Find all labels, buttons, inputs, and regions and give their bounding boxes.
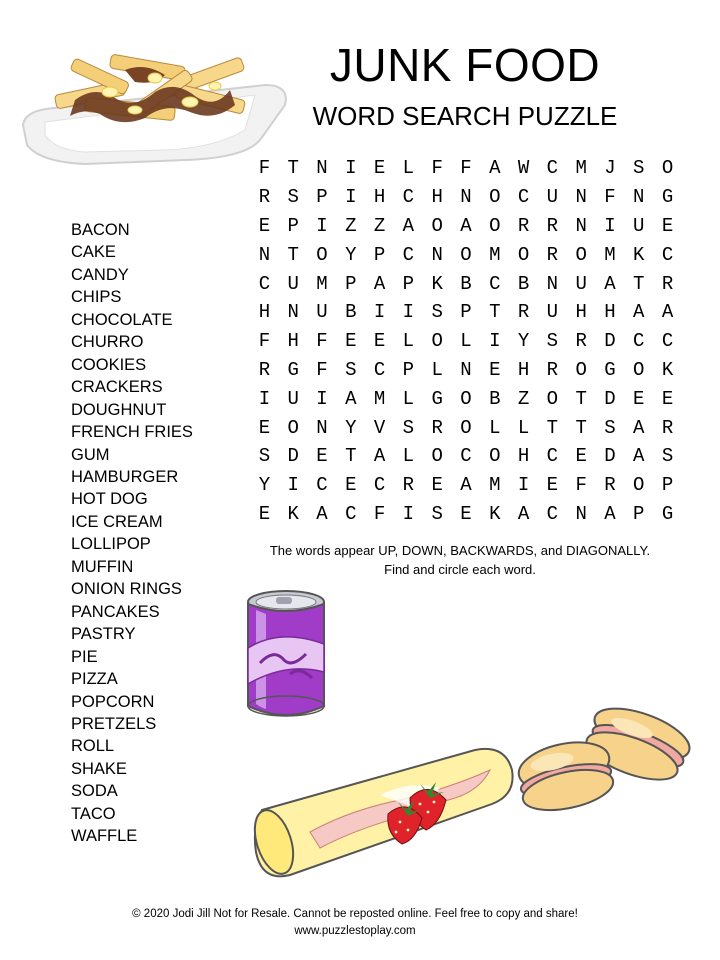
grid-letter: T (287, 157, 299, 180)
grid-letter: L (517, 416, 530, 439)
grid-letter: E (661, 387, 674, 410)
grid-letter: W (517, 157, 530, 180)
grid-letter: O (431, 445, 443, 468)
grid-letter: S (604, 416, 616, 439)
grid-letter: M (489, 474, 501, 497)
grid-letter: H (431, 186, 443, 209)
grid-letter: O (460, 387, 472, 410)
grid-letter: E (258, 502, 271, 525)
word-list-item: CHOCOLATE (71, 310, 173, 329)
grid-letter: Y (258, 474, 271, 497)
word-list-item: HOT DOG (71, 490, 148, 509)
grid-letter: E (489, 358, 501, 381)
instructions (240, 541, 680, 579)
word-list-item: PRETZELS (71, 714, 157, 733)
grid-letter: O (517, 243, 530, 266)
macaron-cookies-illustration (512, 704, 702, 822)
word-list (71, 219, 193, 848)
word-list-item: FRENCH FRIES (71, 423, 193, 442)
word-list-item: WAFFLE (71, 827, 138, 846)
word-list-item: CAKE (71, 243, 116, 262)
grid-letter: I (345, 186, 357, 209)
grid-letter: P (373, 243, 386, 266)
grid-letter: U (575, 272, 587, 295)
grid-letter: O (633, 474, 645, 497)
grid-letter: A (604, 272, 616, 295)
grid-letter: F (373, 502, 386, 525)
page-title: JUNK FOOD (329, 39, 601, 91)
copyright-text: © 2020 Jodi Jill Not for Resale. Cannot be reposted online. Feel free to copy and share! (132, 908, 578, 920)
grid-letter: U (546, 186, 559, 209)
strawberry-roll-illustration (250, 740, 525, 890)
grid-letter: M (489, 243, 501, 266)
grid-letter: G (661, 186, 674, 209)
grid-letter: E (258, 214, 271, 237)
grid-letter: S (431, 502, 443, 525)
grid-letter: B (345, 301, 357, 324)
letter-grid (250, 154, 682, 528)
grid-letter: E (258, 416, 271, 439)
grid-letter: K (489, 502, 501, 525)
grid-letter: M (373, 387, 386, 410)
grid-letter: M (604, 243, 616, 266)
grid-letter: R (661, 272, 674, 295)
grid-letter: H (258, 301, 271, 324)
grid-letter: E (575, 445, 587, 468)
grid-letter: C (345, 502, 357, 525)
word-list-item: CHURRO (71, 333, 144, 352)
grid-letter: C (661, 330, 674, 353)
grid-letter: H (373, 186, 386, 209)
grid-letter: D (604, 330, 616, 353)
grid-letter: K (287, 502, 299, 525)
page-subtitle: WORD SEARCH PUZZLE (312, 101, 618, 131)
grid-letter: A (633, 416, 645, 439)
grid-letter: D (287, 445, 299, 468)
grid-letter: R (258, 186, 271, 209)
grid-letter: L (402, 330, 415, 353)
grid-letter: B (460, 272, 472, 295)
grid-letter: U (316, 301, 328, 324)
grid-letter: I (489, 330, 501, 353)
grid-letter: K (431, 272, 443, 295)
word-list-item: POPCORN (71, 692, 155, 711)
grid-letter: G (287, 358, 299, 381)
grid-letter: S (633, 157, 645, 180)
grid-letter: O (431, 330, 443, 353)
grid-letter: A (517, 502, 530, 525)
grid-letter: Y (517, 330, 530, 353)
grid-letter: A (604, 502, 616, 525)
grid-letter: S (431, 301, 443, 324)
grid-letter: H (575, 301, 587, 324)
grid-letter: R (546, 214, 559, 237)
grid-letter: D (604, 445, 616, 468)
grid-letter: Y (345, 243, 357, 266)
grid-letter: L (431, 358, 443, 381)
grid-letter: Z (517, 387, 530, 410)
grid-letter: C (373, 474, 386, 497)
grid-letter: R (402, 474, 415, 497)
instructions-line-2: Find and circle each word. (384, 562, 536, 577)
grid-letter: U (287, 387, 299, 410)
word-list-item: PIZZA (71, 670, 118, 689)
grid-letter: O (316, 243, 328, 266)
grid-letter: O (287, 416, 299, 439)
grid-letter: H (287, 330, 299, 353)
grid-letter: N (460, 358, 472, 381)
grid-letter: C (661, 243, 674, 266)
grid-letter: O (460, 416, 472, 439)
word-list-item: PASTRY (71, 625, 136, 644)
grid-letter: G (604, 358, 616, 381)
instructions-line-1: The words appear UP, DOWN, BACKWARDS, and DIAGONALLY. (269, 543, 651, 558)
grid-letter: N (575, 214, 587, 237)
grid-letter: I (517, 474, 530, 497)
grid-letter: C (373, 358, 386, 381)
grid-letter: O (431, 214, 443, 237)
word-list-item: MUFFIN (71, 557, 134, 576)
grid-letter: F (575, 474, 587, 497)
grid-letter: R (546, 358, 559, 381)
grid-letter: E (345, 330, 357, 353)
grid-letter: E (345, 474, 357, 497)
word-list-item: ONION RINGS (71, 580, 182, 599)
grid-letter: P (661, 474, 674, 497)
grid-letter: I (316, 387, 328, 410)
grid-letter: F (258, 157, 271, 180)
grid-letter: C (546, 502, 559, 525)
word-list-item: GUM (71, 445, 110, 464)
word-list-item: CANDY (71, 265, 129, 284)
grid-letter: R (604, 474, 616, 497)
grid-letter: A (460, 214, 472, 237)
word-list-item: CRACKERS (71, 378, 163, 397)
grid-letter: N (431, 243, 443, 266)
grid-letter: T (575, 387, 587, 410)
grid-letter: N (287, 301, 299, 324)
grid-letter: G (431, 387, 443, 410)
grid-letter: G (661, 502, 674, 525)
grid-letter: R (258, 358, 271, 381)
grid-letter: A (373, 272, 386, 295)
grid-letter: E (316, 445, 328, 468)
grid-letter: L (402, 387, 415, 410)
grid-letter: N (316, 157, 328, 180)
grid-letter: B (489, 387, 501, 410)
grid-letter: S (287, 186, 299, 209)
grid-letter: R (517, 214, 530, 237)
grid-letter: Z (373, 214, 386, 237)
grid-letter: O (661, 157, 674, 180)
grid-letter: A (489, 157, 501, 180)
grid-letter: C (489, 272, 501, 295)
grid-letter: P (316, 186, 328, 209)
grid-letter: M (575, 157, 587, 180)
grid-letter: E (431, 474, 443, 497)
grid-letter: F (258, 330, 271, 353)
grid-letter: C (316, 474, 328, 497)
grid-letter: D (604, 387, 616, 410)
grid-letter: P (402, 272, 415, 295)
grid-letter: F (431, 157, 443, 180)
word-list-item: DOUGHNUT (71, 400, 167, 419)
grid-letter: I (287, 474, 299, 497)
grid-letter: T (575, 416, 587, 439)
grid-letter: I (604, 214, 616, 237)
grid-letter: S (661, 445, 674, 468)
grid-letter: J (604, 157, 616, 180)
grid-letter: C (258, 272, 271, 295)
word-list-item: ICE CREAM (71, 512, 163, 531)
grid-letter: A (402, 214, 415, 237)
grid-letter: C (460, 445, 472, 468)
grid-letter: C (633, 330, 645, 353)
grid-letter: K (633, 243, 645, 266)
word-list-item: PIE (71, 647, 98, 666)
grid-letter: A (460, 474, 472, 497)
grid-letter: E (633, 387, 645, 410)
grid-letter: I (402, 301, 415, 324)
grid-letter: C (402, 186, 415, 209)
grid-letter: H (604, 301, 616, 324)
grid-letter: P (287, 214, 299, 237)
grid-letter: A (633, 445, 645, 468)
grid-letter: S (402, 416, 415, 439)
grid-letter: L (460, 330, 472, 353)
grid-letter: H (517, 445, 530, 468)
grid-letter: I (373, 301, 386, 324)
grid-letter: A (373, 445, 386, 468)
grid-letter: I (345, 157, 357, 180)
grid-letter: U (546, 301, 559, 324)
grid-letter: O (575, 358, 587, 381)
grid-letter: P (460, 301, 472, 324)
grid-letter: N (633, 186, 645, 209)
grid-letter: H (517, 358, 530, 381)
grid-letter: A (661, 301, 674, 324)
grid-letter: I (258, 387, 271, 410)
grid-letter: N (575, 186, 587, 209)
grid-letter: N (575, 502, 587, 525)
grid-letter: O (489, 214, 501, 237)
grid-letter: S (258, 445, 271, 468)
grid-letter: O (489, 186, 501, 209)
grid-letter: K (661, 358, 674, 381)
grid-letter: T (489, 301, 501, 324)
grid-letter: R (575, 330, 587, 353)
grid-letter: V (373, 416, 386, 439)
grid-letter: L (402, 157, 415, 180)
footer (0, 906, 710, 940)
grid-letter: I (402, 502, 415, 525)
grid-letter: T (633, 272, 645, 295)
grid-letter: O (633, 358, 645, 381)
grid-letter: F (316, 330, 328, 353)
grid-letter: F (460, 157, 472, 180)
grid-letter: N (258, 243, 271, 266)
word-list-item: HAMBURGER (71, 467, 179, 486)
word-list-item: ROLL (71, 737, 115, 756)
soda-can-illustration (240, 588, 340, 728)
grid-letter: R (661, 416, 674, 439)
website-url: www.puzzlestoplay.com (294, 925, 416, 937)
grid-letter: A (316, 502, 328, 525)
word-list-item: BACON (71, 221, 130, 239)
grid-letter: N (546, 272, 559, 295)
grid-letter: A (633, 301, 645, 324)
grid-letter: S (345, 358, 357, 381)
grid-letter: E (373, 157, 386, 180)
word-list-item: SHAKE (71, 759, 127, 778)
word-list-item: TACO (71, 804, 116, 823)
grid-letter: U (287, 272, 299, 295)
word-list-item: SODA (71, 782, 118, 801)
grid-letter: B (517, 272, 530, 295)
word-list-item: COOKIES (71, 355, 147, 374)
grid-letter: C (517, 186, 530, 209)
grid-letter: F (316, 358, 328, 381)
grid-letter: N (460, 186, 472, 209)
grid-letter: I (316, 214, 328, 237)
grid-letter: O (489, 445, 501, 468)
grid-letter: E (661, 214, 674, 237)
grid-letter: U (633, 214, 645, 237)
grid-letter: P (402, 358, 415, 381)
word-list-item: PANCAKES (71, 602, 160, 621)
grid-letter: O (460, 243, 472, 266)
grid-letter: T (546, 416, 559, 439)
grid-letter: P (345, 272, 357, 295)
grid-letter: P (633, 502, 645, 525)
grid-letter: C (402, 243, 415, 266)
grid-letter: S (546, 330, 559, 353)
grid-letter: O (575, 243, 587, 266)
word-list-item: LOLLIPOP (71, 535, 151, 554)
grid-letter: R (431, 416, 443, 439)
word-list-item: CHIPS (71, 288, 122, 307)
grid-letter: E (373, 330, 386, 353)
grid-letter: E (460, 502, 472, 525)
grid-letter: R (517, 301, 530, 324)
grid-letter: L (489, 416, 501, 439)
grid-letter: C (546, 157, 559, 180)
grid-letter: F (604, 186, 616, 209)
grid-letter: O (546, 387, 559, 410)
grid-letter: T (345, 445, 357, 468)
grid-letter: R (546, 243, 559, 266)
poutine-illustration (15, 30, 295, 170)
grid-letter: L (402, 445, 415, 468)
grid-letter: Z (345, 214, 357, 237)
grid-letter: N (316, 416, 328, 439)
grid-letter: T (287, 243, 299, 266)
grid-letter: A (345, 387, 357, 410)
grid-letter: C (546, 445, 559, 468)
grid-letter: M (316, 272, 328, 295)
grid-letter: Y (345, 416, 357, 439)
grid-letter: E (546, 474, 559, 497)
